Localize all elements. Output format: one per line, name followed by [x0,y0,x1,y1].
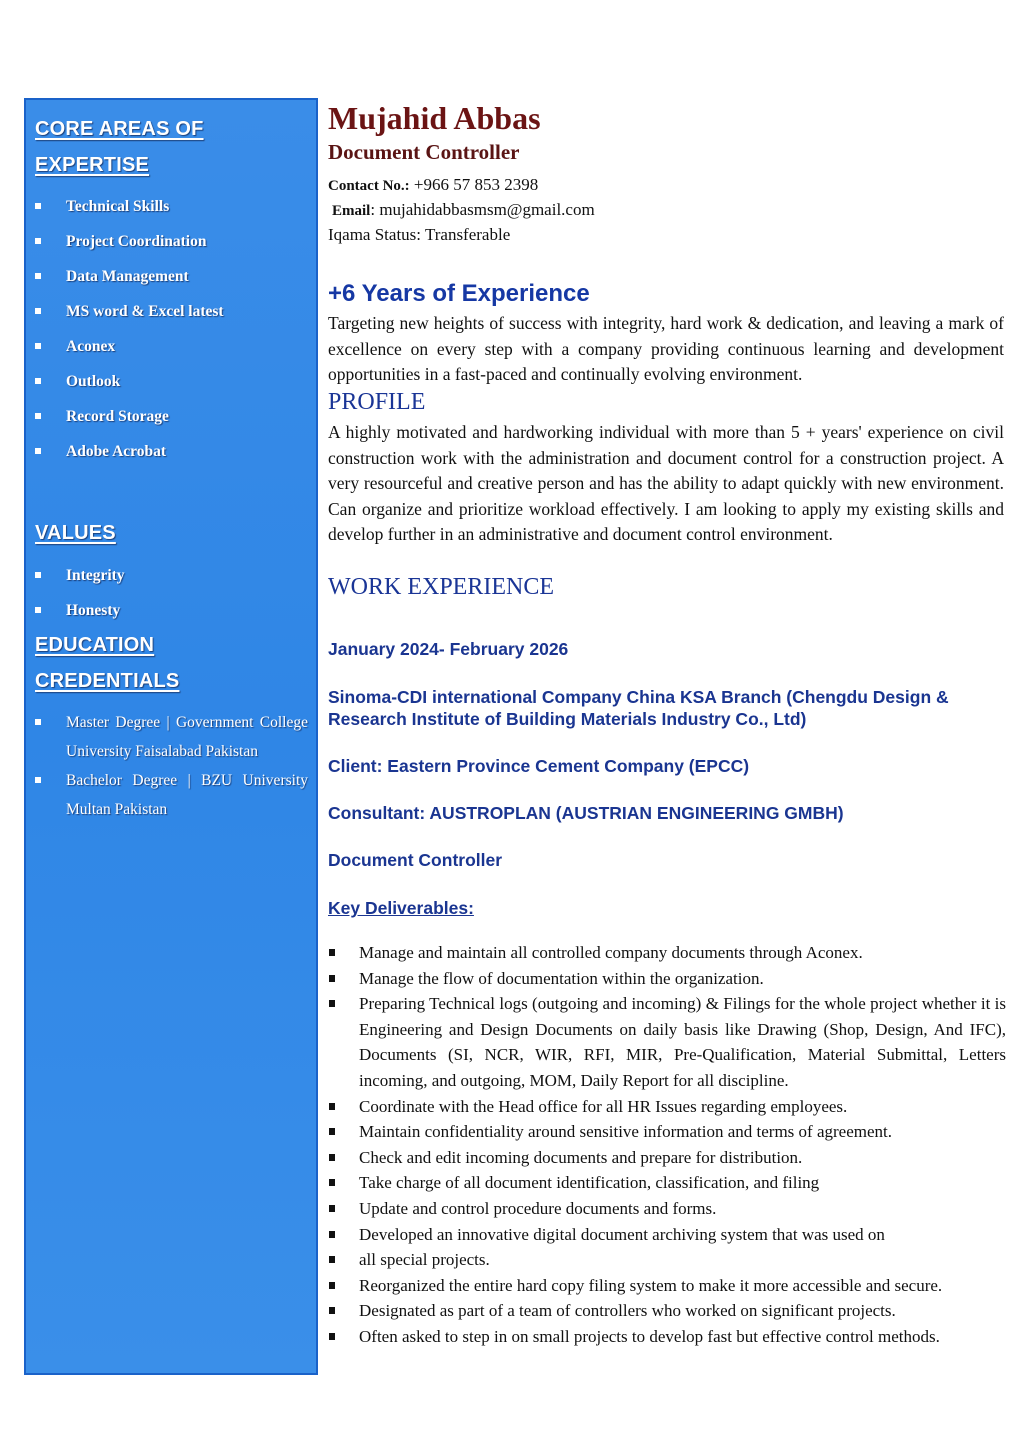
square-bullet-icon [35,273,41,279]
item-text: Reorganized the entire hard copy filing system to make it more accessible and secure. [359,1275,943,1295]
square-bullet-icon [35,719,41,725]
email-value[interactable]: : mujahidabbasmsm@gmail.com [370,200,595,219]
square-bullet-icon [35,238,41,244]
list-item [26,224,316,259]
profile-heading: PROFILE [328,389,426,415]
education-heading [35,634,154,657]
deliverables-list [328,940,1006,1350]
square-bullet-icon [35,203,41,209]
square-bullet-icon [329,949,335,956]
list-item [26,558,316,593]
item-text: Manage the flow of documentation within the organization. [359,968,764,988]
item-text: Designated as part of a team of controllers who worked on significant projects. [359,1301,896,1321]
list-item [328,1119,1006,1145]
list-item [26,364,316,399]
square-bullet-icon [329,1154,335,1161]
education-heading-line2 [35,670,179,693]
list-item [328,1170,1006,1196]
item-text: Project Coordination [66,233,207,250]
work-period: January 2024- February 2026 [328,639,569,659]
square-bullet-icon [35,413,41,419]
company-name: Sinoma-CDI international Company China KSA Branch (Chengdu Design & Research Institute of Building Materials Industry Co., Ltd) [328,687,949,729]
square-bullet-icon [35,607,41,613]
list-item [328,1145,1006,1171]
square-bullet-icon [329,1128,335,1135]
item-text: Developed an innovative digital document archiving system that was used on [359,1224,885,1244]
list-item [328,966,1006,992]
list-item [26,434,316,469]
item-text: Update and control procedure documents and forms. [359,1198,717,1218]
list-item [26,294,316,329]
item-text: Technical Skills [66,198,170,215]
square-bullet-icon [35,308,41,314]
item-text: Aconex [66,338,116,355]
item-text: Bachelor Degree | BZU University Multan Pakistan [66,772,308,818]
profile-text: A highly motivated and hardworking individual with more than 5 + years' experience on civil construction work with the administration and document control for a construction project. A very resourceful and creative person and has the ability to adapt quickly with new environment. Can organize and prioritize workload effectively. I am looking to apply my existing skills and develop further in an administrative and document control environment. [328,422,1004,545]
item-text: Adobe Acrobat [66,443,167,460]
heading-line: EDUCATION [35,634,155,656]
contact-label: Contact No.: [328,178,410,194]
square-bullet-icon [329,1333,335,1340]
item-text: Often asked to step in on small projects to develop fast but effective control methods. [359,1326,940,1346]
square-bullet-icon [329,1256,335,1263]
list-item [26,708,316,766]
square-bullet-icon [329,1282,335,1289]
square-bullet-icon [35,777,41,783]
item-text: Master Degree | Government College University Faisalabad Pakistan [66,714,308,760]
work-experience-heading: WORK EXPERIENCE [328,574,554,600]
square-bullet-icon [35,378,41,384]
item-text: Preparing Technical logs (outgoing and incoming) & Filings for the whole project whether it is Engineering and Design Documents on daily basis like Drawing (Shop, Design, And IFC), Documents (SI, NCR, WIR, RFI, MIR, Pre-Qualification, Material Submittal, Letters incoming, and outgoing, MOM, Daily Report for all discipline. [359,994,1006,1090]
heading-text: VALUES [35,522,116,544]
item-text: Take charge of all document identification, classification, and filing [359,1173,820,1193]
list-item [26,329,316,364]
item-text: Check and edit incoming documents and prepare for distribution. [359,1147,803,1167]
item-text: MS word & Excel latest [66,303,224,320]
item-text: all special projects. [359,1250,490,1270]
list-item [328,1196,1006,1222]
core-expertise-heading-line2 [35,154,149,177]
contact-number [328,175,538,195]
list-item [328,940,1006,966]
sidebar [24,98,318,1375]
key-deliverables-heading: Key Deliverables: [328,898,474,918]
list-item [328,991,1006,1093]
iqama-status: Iqama Status: Transferable [328,225,511,244]
heading-line: CREDENTIALS [35,670,180,692]
square-bullet-icon [329,1000,335,1007]
candidate-name: Mujahid Abbas [328,100,541,136]
list-item [26,259,316,294]
list-item [328,1094,1006,1120]
email-label: Email [332,203,371,219]
square-bullet-icon [329,1231,335,1238]
list-item [328,1247,1006,1273]
list-item [26,189,316,224]
item-text: Record Storage [66,408,169,425]
item-text: Manage and maintain all controlled company documents through Aconex. [359,943,863,962]
email [332,200,595,220]
list-item [328,1298,1006,1324]
square-bullet-icon [35,343,41,349]
square-bullet-icon [329,1205,335,1212]
item-text: Coordinate with the Head office for all HR Issues regarding employees. [359,1096,848,1116]
heading-line: CORE AREAS OF [35,118,204,140]
experience-heading: +6 Years of Experience [328,280,590,307]
item-text: Maintain confidentiality around sensitive information and terms of agreement. [359,1122,892,1142]
list-item [328,1222,1006,1248]
list-item [328,1273,1006,1299]
education-list [26,708,316,824]
position: Document Controller [328,850,503,870]
core-expertise-list [26,189,316,469]
list-item [26,593,316,628]
square-bullet-icon [329,1179,335,1186]
values-heading [35,522,116,545]
square-bullet-icon [329,1307,335,1314]
list-item [26,766,316,824]
summary-text: Targeting new heights of success with integrity, hard work & dedication, and leaving a mark of excellence on every step with a company providing continuous learning and development opportunities in a fast-paced and continually evolving environment. [328,313,1004,385]
square-bullet-icon [329,1103,335,1110]
heading-line: EXPERTISE [35,154,150,176]
item-text: Honesty [66,602,121,619]
square-bullet-icon [35,448,41,454]
item-text: Data Management [66,268,189,285]
job-title: Document Controller [328,140,520,164]
list-item [26,399,316,434]
consultant: Consultant: AUSTROPLAN (AUSTRIAN ENGINEERING GMBH) [328,803,844,823]
item-text: Outlook [66,373,121,390]
core-expertise-heading [35,118,204,141]
values-list [26,558,316,628]
square-bullet-icon [329,975,335,982]
contact-value: +966 57 853 2398 [409,175,539,194]
item-text: Integrity [66,567,125,584]
client: Client: Eastern Province Cement Company (EPCC) [328,756,750,776]
list-item [328,1324,1006,1350]
square-bullet-icon [35,572,41,578]
